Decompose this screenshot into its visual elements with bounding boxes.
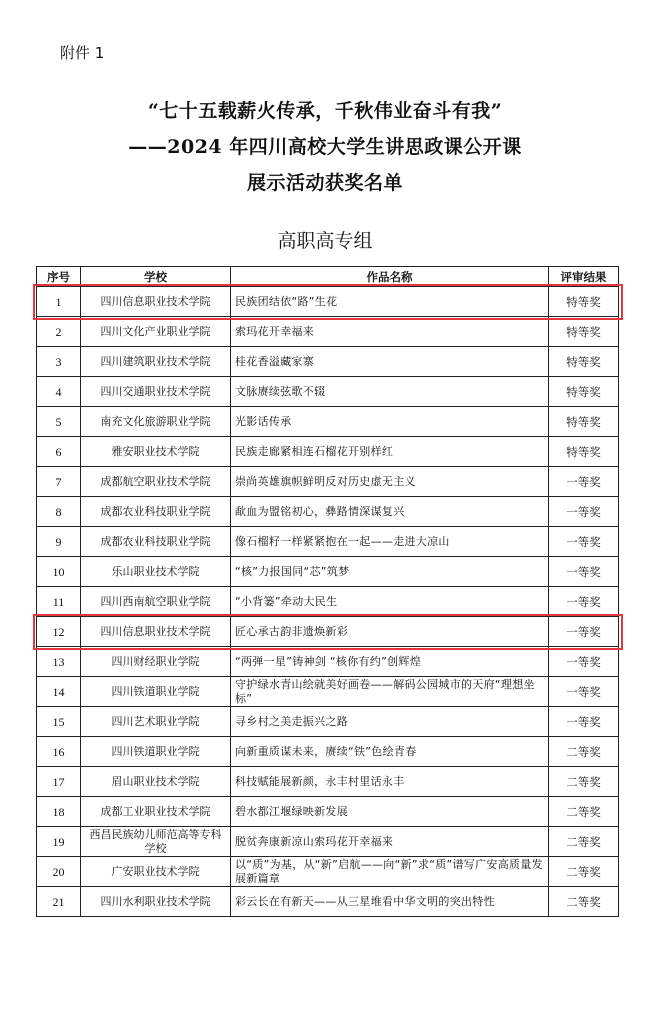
row-school: 成都航空职业技术学院 — [81, 467, 231, 497]
table-row — [37, 617, 619, 647]
row-number: 12 — [37, 617, 81, 647]
row-result: 一等奖 — [549, 677, 619, 707]
row-number: 15 — [37, 707, 81, 737]
table-row — [37, 767, 619, 797]
row-school: 四川文化产业职业学院 — [81, 317, 231, 347]
table-header-row — [37, 267, 619, 287]
table-row — [37, 467, 619, 497]
row-number: 20 — [37, 857, 81, 887]
table-row — [37, 587, 619, 617]
row-number: 8 — [37, 497, 81, 527]
row-work-title: 向新重质谋未来，赓续“铁”色绘青春 — [231, 737, 549, 767]
row-number: 5 — [37, 407, 81, 437]
table-row — [37, 347, 619, 377]
header-number: 序号 — [37, 267, 81, 287]
row-work-title: 像石榴籽一样紧紧抱在一起——走进大凉山 — [231, 527, 549, 557]
row-number: 2 — [37, 317, 81, 347]
row-result: 特等奖 — [549, 377, 619, 407]
table-body — [37, 287, 619, 917]
row-number: 14 — [37, 677, 81, 707]
row-result: 特等奖 — [549, 347, 619, 377]
row-result: 二等奖 — [549, 827, 619, 857]
row-number: 21 — [37, 887, 81, 917]
row-work-title: 民族团结依“路”生花 — [231, 287, 549, 317]
row-result: 一等奖 — [549, 527, 619, 557]
row-school: 四川铁道职业学院 — [81, 677, 231, 707]
row-school: 成都农业科技职业学院 — [81, 497, 231, 527]
table-row — [37, 707, 619, 737]
row-number: 17 — [37, 767, 81, 797]
row-school: 四川信息职业技术学院 — [81, 287, 231, 317]
row-number: 1 — [37, 287, 81, 317]
row-school: 乐山职业技术学院 — [81, 557, 231, 587]
table-row — [37, 287, 619, 317]
row-work-title: 光影话传承 — [231, 407, 549, 437]
row-work-title: 脱贫奔康新凉山索玛花开幸福来 — [231, 827, 549, 857]
row-result: 一等奖 — [549, 617, 619, 647]
row-school: 雅安职业技术学院 — [81, 437, 231, 467]
table-row — [37, 827, 619, 857]
row-work-title: 碧水都江堰绿映新发展 — [231, 797, 549, 827]
header-work: 作品名称 — [231, 267, 549, 287]
table-row — [37, 317, 619, 347]
table-row — [37, 887, 619, 917]
table-row — [37, 857, 619, 887]
row-school: 四川水利职业技术学院 — [81, 887, 231, 917]
row-number: 9 — [37, 527, 81, 557]
table-row — [37, 497, 619, 527]
row-work-title: “小背篓”牵动大民生 — [231, 587, 549, 617]
row-number: 19 — [37, 827, 81, 857]
row-result: 一等奖 — [549, 587, 619, 617]
row-result: 二等奖 — [549, 767, 619, 797]
row-number: 4 — [37, 377, 81, 407]
group-title: 高职高专组 — [277, 230, 373, 252]
row-work-title: 守护绿水青山绘就美好画卷——解码公园城市的天府“理想坐标” — [231, 677, 549, 707]
row-school: 四川交通职业技术学院 — [81, 377, 231, 407]
row-school: 四川信息职业技术学院 — [81, 617, 231, 647]
row-work-title: 以“质”为基，从“新”启航——向“新”求“质”谱写广安高质量发展新篇章 — [231, 857, 549, 887]
row-school: 四川财经职业学院 — [81, 647, 231, 677]
table-row — [37, 737, 619, 767]
row-number: 6 — [37, 437, 81, 467]
table-row — [37, 377, 619, 407]
row-number: 3 — [37, 347, 81, 377]
row-school: 南充文化旅游职业学院 — [81, 407, 231, 437]
row-work-title: 崇尚英雄旗帜鲜明反对历史虚无主义 — [231, 467, 549, 497]
row-result: 二等奖 — [549, 857, 619, 887]
row-school: 四川铁道职业学院 — [81, 737, 231, 767]
table-row — [37, 557, 619, 587]
table-row — [37, 647, 619, 677]
row-result: 二等奖 — [549, 737, 619, 767]
row-number: 10 — [37, 557, 81, 587]
header-school: 学校 — [81, 267, 231, 287]
row-school: 成都工业职业技术学院 — [81, 797, 231, 827]
row-result: 一等奖 — [549, 647, 619, 677]
table-row — [37, 527, 619, 557]
row-school: 广安职业技术学院 — [81, 857, 231, 887]
row-school: 成都农业科技职业学院 — [81, 527, 231, 557]
title-line-3: 展示活动获奖名单 — [246, 172, 403, 194]
attachment-label: 附件 1 — [60, 44, 105, 62]
row-work-title: 彩云长在有新天——从三星堆看中华文明的突出特性 — [231, 887, 549, 917]
row-result: 二等奖 — [549, 887, 619, 917]
row-number: 7 — [37, 467, 81, 497]
row-work-title: 寻乡村之美走振兴之路 — [231, 707, 549, 737]
row-result: 一等奖 — [549, 467, 619, 497]
row-number: 16 — [37, 737, 81, 767]
row-work-title: 科技赋能展新颜，永丰村里话永丰 — [231, 767, 549, 797]
table-row — [37, 407, 619, 437]
row-result: 特等奖 — [549, 317, 619, 347]
row-work-title: “核”力报国同“芯”筑梦 — [231, 557, 549, 587]
row-work-title: “两弹一星”铸神剑 “核你有约”创辉煌 — [231, 647, 549, 677]
row-work-title: 桂花香溢藏家寨 — [231, 347, 549, 377]
row-result: 特等奖 — [549, 437, 619, 467]
row-work-title: 索玛花开幸福来 — [231, 317, 549, 347]
row-result: 特等奖 — [549, 407, 619, 437]
table-row — [37, 677, 619, 707]
header-result: 评审结果 — [549, 267, 619, 287]
row-work-title: 匠心承古韵非遗焕新彩 — [231, 617, 549, 647]
awards-table — [36, 266, 619, 917]
row-number: 13 — [37, 647, 81, 677]
row-school: 眉山职业技术学院 — [81, 767, 231, 797]
row-result: 一等奖 — [549, 707, 619, 737]
title-line-1: “七十五载薪火传承，千秋伟业奋斗有我” — [147, 100, 503, 122]
table-row — [37, 437, 619, 467]
row-work-title: 歃血为盟铭初心，彝路情深谋复兴 — [231, 497, 549, 527]
row-school: 西昌民族幼儿师范高等专科学校 — [81, 827, 231, 857]
table-row — [37, 797, 619, 827]
row-number: 11 — [37, 587, 81, 617]
row-school: 四川建筑职业技术学院 — [81, 347, 231, 377]
row-result: 一等奖 — [549, 497, 619, 527]
row-work-title: 文脉赓续弦歌不辍 — [231, 377, 549, 407]
title-line-2: ——2024 年四川高校大学生讲思政课公开课 — [128, 136, 522, 158]
row-work-title: 民族走廊紧相连石榴花开别样红 — [231, 437, 549, 467]
row-number: 18 — [37, 797, 81, 827]
row-result: 一等奖 — [549, 557, 619, 587]
row-school: 四川艺术职业学院 — [81, 707, 231, 737]
row-result: 二等奖 — [549, 797, 619, 827]
row-school: 四川西南航空职业学院 — [81, 587, 231, 617]
row-result: 特等奖 — [549, 287, 619, 317]
